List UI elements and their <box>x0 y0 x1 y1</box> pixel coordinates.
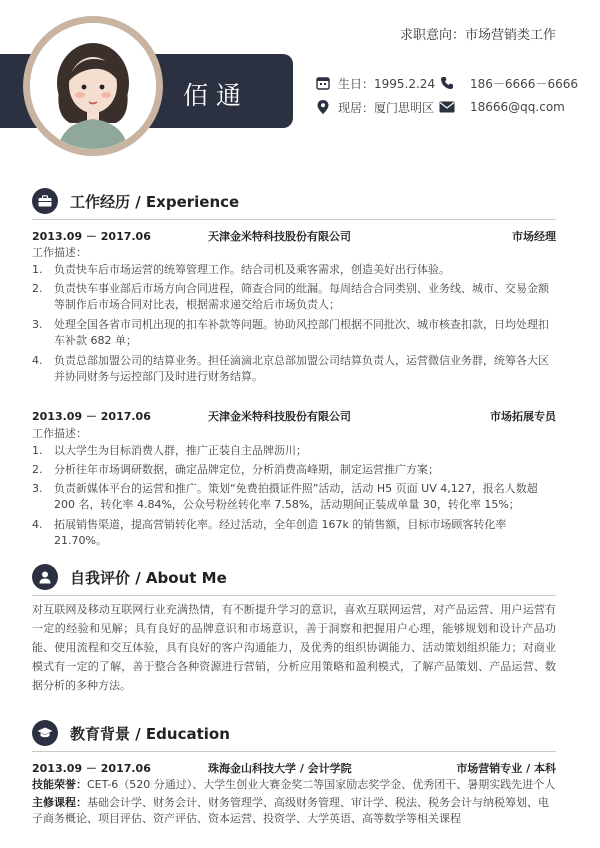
section-divider <box>32 219 556 220</box>
job-desc-label: 工作描述： <box>32 427 87 440</box>
calendar-icon <box>314 74 332 92</box>
education-section-header <box>32 720 556 748</box>
job-desc-label: 工作描述： <box>32 246 87 259</box>
courses-line <box>32 795 556 827</box>
about-title: 自我评价 / About Me <box>70 569 227 587</box>
birthday-info <box>314 74 435 92</box>
honors-line <box>32 777 556 793</box>
phone-info <box>438 74 578 92</box>
experience-title: 工作经历 / Experience <box>70 193 240 211</box>
job-role: 市场拓展专员 <box>490 410 556 423</box>
honors-label: 技能荣誉： <box>32 778 87 791</box>
section-divider <box>32 751 556 752</box>
job-header <box>32 408 556 424</box>
job-role: 市场经理 <box>512 230 556 243</box>
email-text: 18666@qq.com <box>470 100 565 114</box>
phone-text: 186－6666－6666 <box>470 76 578 91</box>
education-header <box>32 760 556 776</box>
education-period: 2013.09 － 2017.06 <box>32 762 151 775</box>
education-title: 教育背景 / Education <box>70 725 230 743</box>
about-paragraph: 对互联网及移动互联网行业充满热情，有不断提升学习的意识，喜欢互联网运营，对产品运营、用户运营有一定的经验和见解；具有良好的品牌意识和市场意识，善于洞察和把握用户心理，能够规划和设计产品功能、使用流程和交互体验，具有良好的客户沟通能力，及优秀的组织协调能力、活动策划组织能力；对商业模式有一定的了解，善于整合各种资源进行营销，分析应用策略和盈利模式，了解产品策划、产品运营、数据分析的多种方法。 <box>32 603 556 692</box>
avatar <box>23 16 163 156</box>
courses-label: 主修课程： <box>32 796 87 809</box>
graduation-cap-icon <box>32 720 58 746</box>
job-company: 天津金米特科技股份有限公司 <box>208 230 351 243</box>
job-header <box>32 228 556 244</box>
courses-text: 基础会计学、财务会计、财务管理学、高级财务管理、审计学、税法、税务会计与纳税筹划、电子商务概论、项目评估、资产评估、资本运营、投资学、大学英语、高等数学等相关课程 <box>32 796 549 825</box>
job-period: 2013.09 － 2017.06 <box>32 230 151 243</box>
job-company: 天津金米特科技股份有限公司 <box>208 410 351 423</box>
location-text: 现居：厦门思明区 <box>338 100 435 115</box>
birthday-text: 生日：1995.2.24 <box>338 76 436 91</box>
location-info <box>314 98 434 116</box>
location-pin-icon <box>314 98 332 116</box>
job-objective: 求职意向：市场营销类工作 <box>399 28 556 43</box>
experience-section-header <box>32 188 556 216</box>
section-divider <box>32 595 556 596</box>
about-section-header <box>32 564 556 592</box>
person-icon <box>32 564 58 590</box>
honors-text: CET-6（520 分通过）、大学生创业大赛金奖二等国家励志奖学金、优秀团干、暑期实践先进个人 <box>87 778 556 791</box>
avatar-illustration <box>30 23 156 149</box>
job-period: 2013.09 － 2017.06 <box>32 410 151 423</box>
mail-icon <box>438 98 456 116</box>
email-info <box>438 98 565 116</box>
phone-icon <box>438 74 456 92</box>
briefcase-icon <box>32 188 58 214</box>
education-school: 珠海金山科技大学 / 会计学院 <box>208 762 352 775</box>
education-major: 市场营销专业 / 本科 <box>456 762 556 775</box>
candidate-name: 佰通 <box>183 81 250 110</box>
